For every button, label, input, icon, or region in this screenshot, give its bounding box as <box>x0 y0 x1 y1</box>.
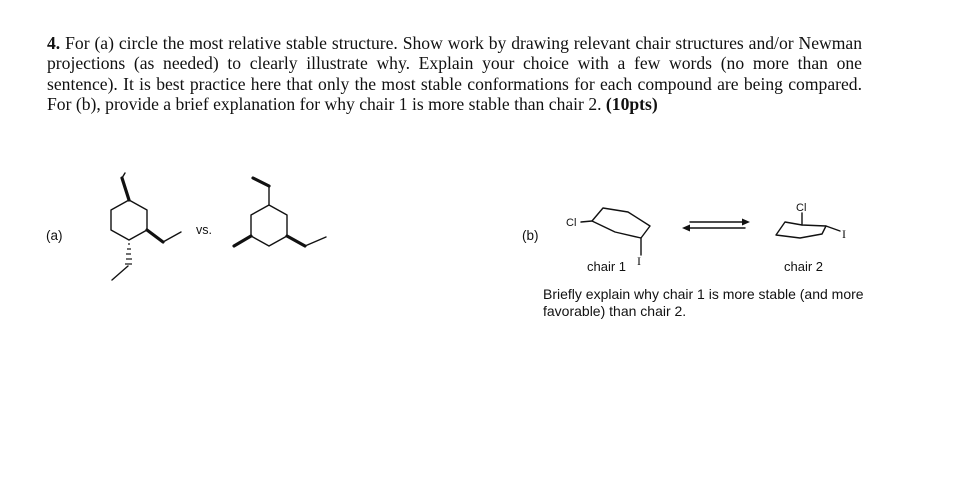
chair-1-caption: chair 1 <box>587 259 627 274</box>
part-b-label: (b) <box>522 228 539 243</box>
vs-label: vs. <box>196 223 212 237</box>
chair-2-ring <box>776 222 826 238</box>
chair-2-caption: chair 2 <box>784 259 824 274</box>
part-a-label: (a) <box>46 228 63 243</box>
question-body: For (a) circle the most relative stable structure. Show work by drawing relevant chair structures and/or Newman projections (as needed) to clearly illustrate why. Explain your choice with a few words (no more than one sentence). It is best practice here that only the most stable conformations for each compound are being compared. For (b), provide a brief explanation for why chair 1 is more stable than chair 2. <box>47 33 863 115</box>
chair-2-cl-label: Cl <box>796 202 807 214</box>
chair-2-i-label: I <box>842 227 846 241</box>
part-b-prompt: Briefly explain why chair 1 is more stable (and more favorable) than chair 2. <box>543 286 864 319</box>
question-points: (10pts) <box>605 94 658 115</box>
question-number: 4. <box>47 33 61 53</box>
chair-1-i-label: I <box>637 254 641 268</box>
chair-1-cl-label: Cl <box>566 217 577 229</box>
chair-2-i-bond <box>826 226 840 231</box>
